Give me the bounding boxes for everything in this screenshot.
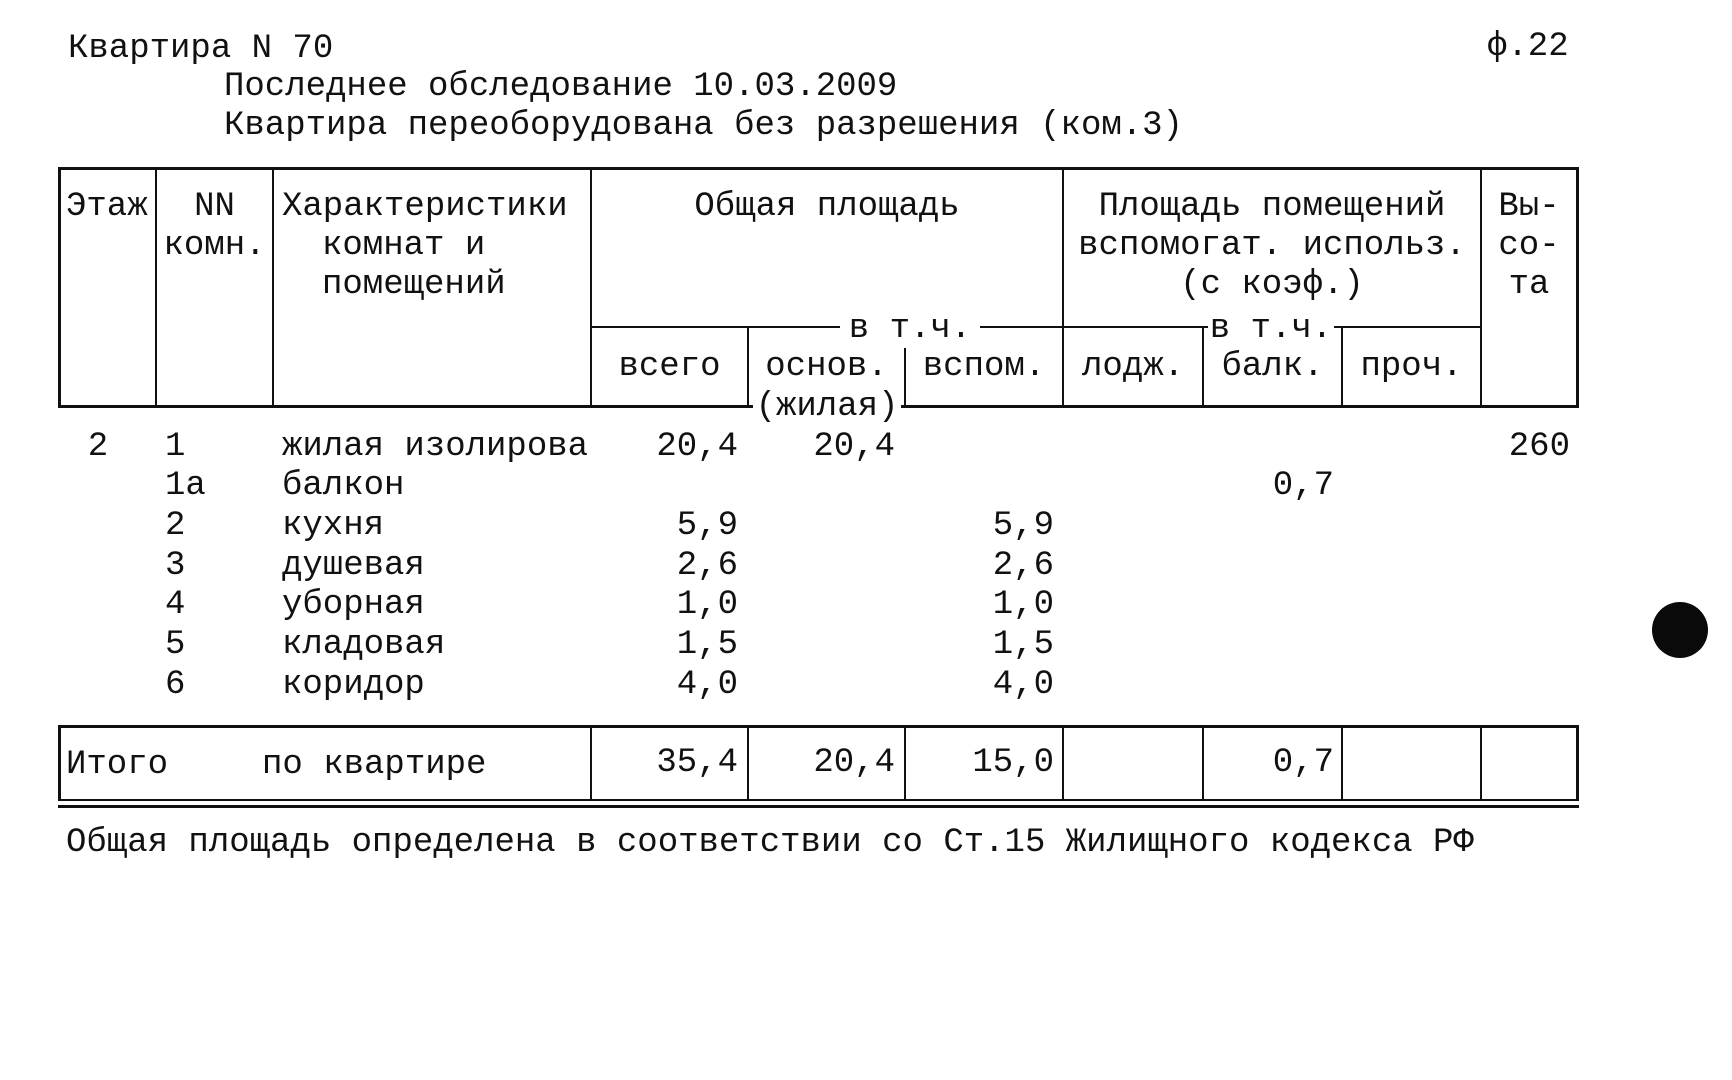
col-total: всего: [618, 348, 721, 386]
totals-label-apartment: по квартире: [262, 746, 487, 784]
col-other: проч.: [1360, 348, 1463, 386]
col-characteristics-line1: Характеристики: [282, 188, 568, 226]
subheader-line-left: [590, 326, 1064, 328]
col-aux-area-line3: (с коэф.): [1180, 266, 1364, 304]
row-room-name: коридор: [282, 666, 425, 704]
row-room-name: кухня: [282, 507, 385, 545]
col-loggia: лодж.: [1081, 348, 1185, 386]
row-aux: 1,5: [992, 626, 1054, 664]
col-main: основ.: [765, 348, 888, 386]
row-total: 4,0: [676, 666, 738, 704]
row-total: 20,4: [656, 428, 738, 466]
row-main: 20,4: [813, 428, 895, 466]
totals-divider-7: [1480, 725, 1482, 801]
apartment-number: Квартира N 70: [68, 30, 334, 68]
totals-bottom-border-double: [58, 805, 1579, 808]
col-height-line2: со-: [1498, 227, 1560, 265]
totals-right-border: [1576, 725, 1579, 801]
table-right-border: [1576, 167, 1579, 408]
col-aux-area-line1: Площадь помещений: [1098, 188, 1446, 226]
row-room-name: балкон: [282, 467, 405, 505]
col-aux: вспом.: [922, 348, 1046, 386]
form-number: ф.22: [1487, 28, 1569, 66]
totals-divider-6: [1341, 725, 1343, 801]
col-main-living: (жилая): [753, 388, 901, 426]
totals-aux: 15,0: [972, 744, 1054, 782]
totals-label: Итого: [66, 746, 169, 784]
col-divider-roomno: [272, 167, 274, 408]
totals-top-border: [58, 725, 1579, 728]
row-room-no: 1а: [165, 467, 206, 505]
redevelopment-note: Квартира переоборудована без разрешения (ком.3): [224, 107, 1183, 145]
totals-divider-4: [1062, 725, 1064, 801]
footer-note: Общая площадь определена в соответствии со Ст.15 Жилищного кодекса РФ: [66, 824, 1474, 862]
col-aux-area-incl: в т.ч.: [1209, 310, 1333, 348]
col-total-area-incl: в т.ч.: [840, 310, 980, 348]
col-aux-area-line2: вспомогат. использ.: [1078, 227, 1466, 265]
row-aux: 1,0: [992, 586, 1054, 624]
col-total-area: Общая площадь: [694, 188, 960, 226]
row-room-no: 1: [165, 428, 186, 466]
col-characteristics-line2: комнат и: [322, 227, 486, 265]
col-balcony: балк.: [1221, 348, 1324, 386]
totals-left-border: [58, 725, 61, 801]
row-aux: 2,6: [992, 547, 1054, 585]
row-floor: 2: [87, 428, 109, 466]
col-room-no-line1: NN: [194, 188, 235, 226]
totals-total: 35,4: [656, 744, 738, 782]
row-room-no: 2: [165, 507, 186, 545]
row-room-name: кладовая: [282, 626, 446, 664]
row-room-no: 5: [165, 626, 186, 664]
col-floor: Этаж: [66, 188, 148, 226]
punch-hole: [1652, 602, 1708, 658]
table-header-top-border: [58, 167, 1579, 170]
row-room-name: душевая: [282, 547, 425, 585]
row-balcony: 0,7: [1272, 467, 1334, 505]
col-height-line1: Вы-: [1498, 188, 1560, 226]
totals-main: 20,4: [813, 744, 895, 782]
row-aux: 5,9: [992, 507, 1054, 545]
col-characteristics-line3: помещений: [322, 266, 506, 304]
row-room-no: 3: [165, 547, 186, 585]
col-room-no-line2: комн.: [163, 227, 266, 265]
row-total: 5,9: [676, 507, 738, 545]
row-room-no: 4: [165, 586, 186, 624]
row-room-name: уборная: [282, 586, 425, 624]
totals-bottom-border: [58, 799, 1579, 801]
row-room-name: жилая изолирова: [282, 428, 589, 466]
row-aux: 4,0: [992, 666, 1054, 704]
col-height-line3: та: [1508, 266, 1550, 304]
row-room-no: 6: [165, 666, 186, 704]
totals-balcony: 0,7: [1272, 744, 1334, 782]
row-total: 2,6: [676, 547, 738, 585]
row-height: 260: [1508, 428, 1570, 466]
table-left-border: [58, 167, 61, 408]
last-survey-date: Последнее обследование 10.03.2009: [224, 68, 898, 106]
row-total: 1,5: [676, 626, 738, 664]
row-total: 1,0: [676, 586, 738, 624]
